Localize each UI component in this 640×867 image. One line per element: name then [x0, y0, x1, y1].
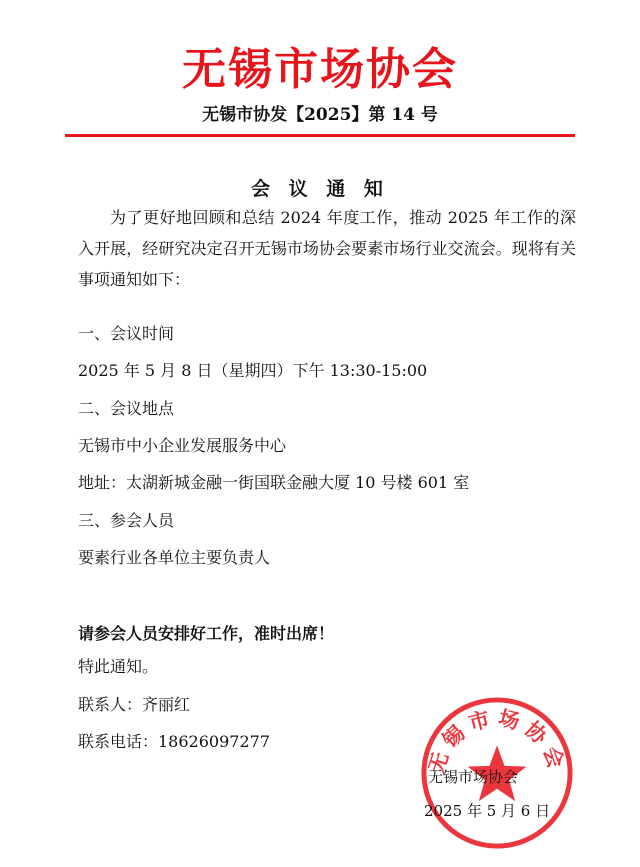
- contact-person: 联系人：齐丽红: [78, 695, 191, 714]
- signature-org: 无锡市场协会: [428, 768, 519, 786]
- place-value: 无锡市中小企业发展服务中心: [78, 436, 287, 455]
- document-number: 无锡市协发【2025】第 14 号: [202, 105, 438, 125]
- reminder: 请参会人员安排好工作，准时出席！: [78, 624, 335, 643]
- org-title: 无锡市场协会: [182, 44, 458, 95]
- time-value: 2025 年 5 月 8 日（星期四）下午 13:30-15:00: [78, 361, 428, 380]
- attendees-heading: 三、参会人员: [78, 511, 175, 530]
- contact-phone: 联系电话：18626097277: [78, 732, 270, 751]
- notice-title: 会 议 通 知: [251, 178, 389, 200]
- time-heading: 一、会议时间: [78, 324, 175, 343]
- signature-date: 2025 年 5 月 6 日: [424, 802, 551, 820]
- closing: 特此通知。: [78, 657, 159, 676]
- address: 地址：太湖新城金融一街国联金融大厦 10 号楼 601 室: [78, 473, 470, 492]
- red-divider: [65, 134, 575, 137]
- attendees-value: 要素行业各单位主要负责人: [78, 548, 271, 567]
- place-heading: 二、会议地点: [78, 399, 175, 418]
- seal-text: 无锡市场协会: [424, 705, 570, 777]
- intro-paragraph: 为了更好地回顾和总结 2024 年度工作，推动 2025 年工作的深入开展，经研究决定召开无锡市场协会要素市场行业交流会。现将有关事项通知如下：: [78, 208, 576, 289]
